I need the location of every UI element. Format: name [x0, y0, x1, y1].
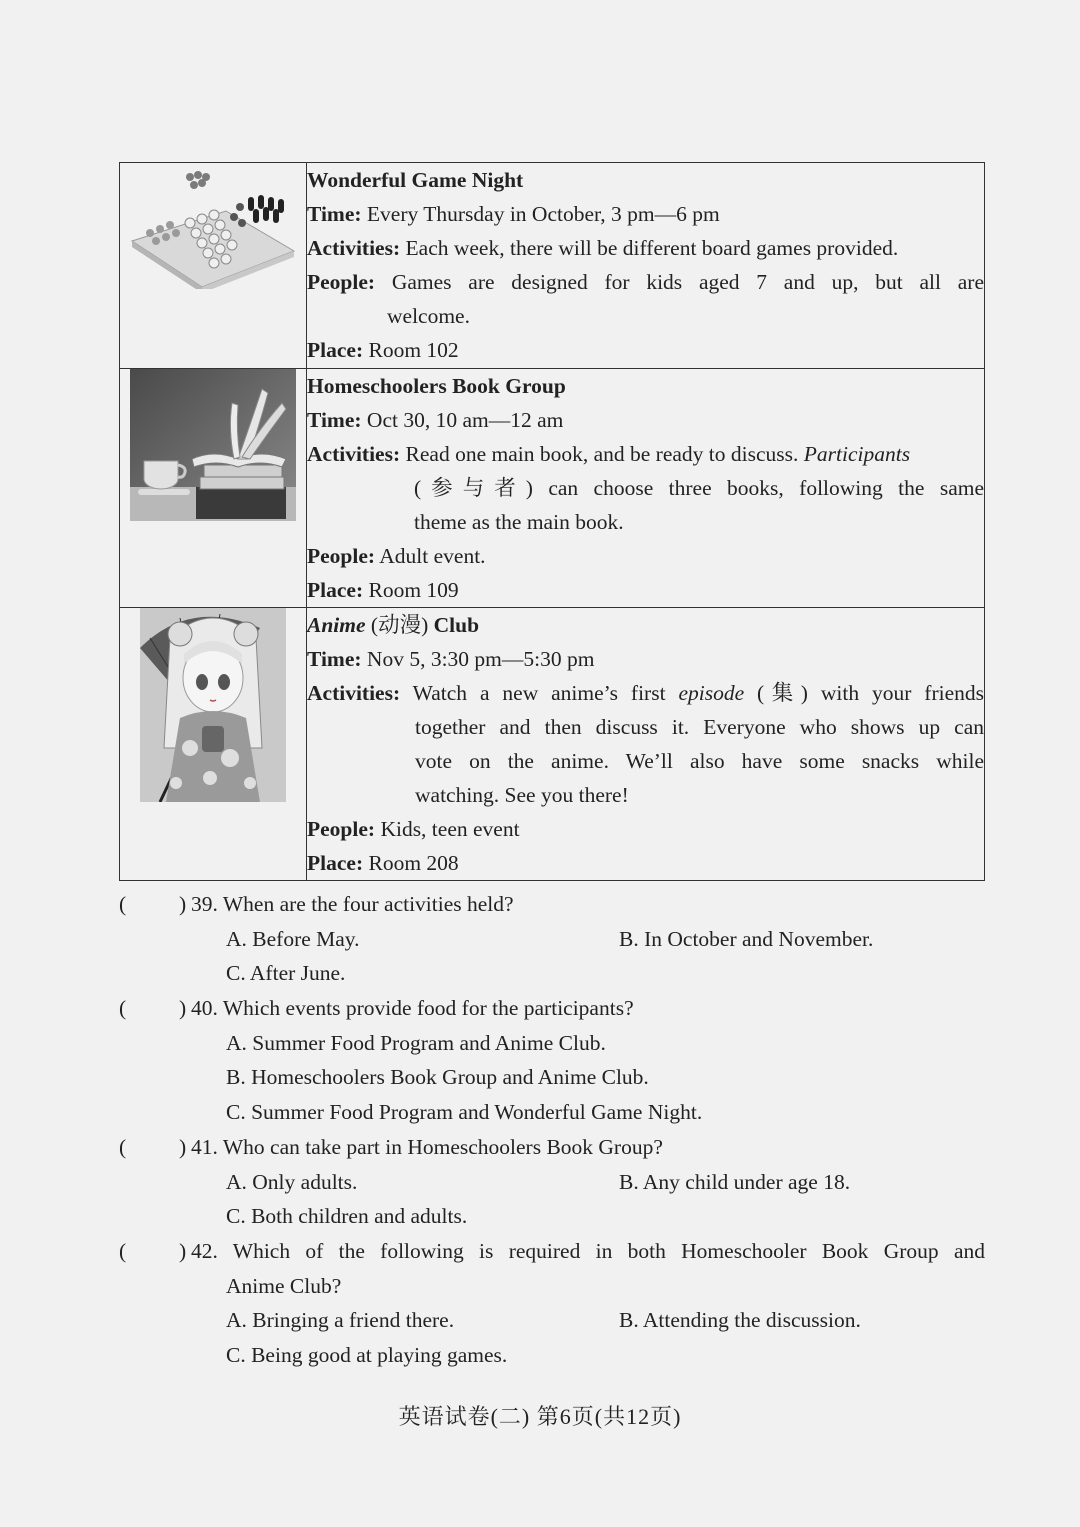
- answer-blank-open[interactable]: (: [119, 1238, 127, 1263]
- event-place: Place: Room 208: [307, 851, 459, 875]
- books-image: [130, 369, 296, 521]
- event-activities-cont: watching. See you there!: [415, 783, 629, 807]
- answer-blank-close: ): [179, 892, 187, 916]
- event-title: Wonderful Game Night: [307, 168, 524, 192]
- board-game-image: [130, 163, 296, 289]
- event-details: [307, 163, 985, 369]
- page-footer: 英语试卷(二) 第6页(共12页): [398, 1404, 682, 1429]
- answer-blank-open[interactable]: (: [119, 892, 127, 916]
- question-text: 41. Who can take part in Homeschoolers Book Group?: [191, 1134, 663, 1159]
- options-row: [119, 1165, 985, 1200]
- event-title: Homeschoolers Book Group: [307, 374, 566, 398]
- options-row: [119, 1095, 985, 1130]
- event-activities: Activities: Each week, there will be different board games provided.: [307, 236, 899, 260]
- event-details: [307, 608, 985, 881]
- answer-blank-open[interactable]: (: [119, 1134, 127, 1159]
- event-place: Place: Room 109: [307, 578, 459, 602]
- event-details: [307, 369, 985, 608]
- option-b: B. Any child under age 18.: [619, 1169, 851, 1194]
- event-row-game-night: [120, 163, 985, 369]
- options-row: [119, 956, 985, 991]
- answer-blank-close: ): [179, 1134, 187, 1159]
- question-text-cont: [119, 1269, 985, 1304]
- event-title: Anime (动漫) Club: [307, 613, 480, 637]
- options-row: [119, 1026, 985, 1061]
- options-row: [119, 1199, 985, 1234]
- question-40: [119, 991, 985, 1026]
- question-41: [119, 1130, 985, 1165]
- option-b: B. Homeschoolers Book Group and Anime Club.: [226, 1065, 649, 1090]
- answer-blank-open[interactable]: (: [119, 996, 127, 1021]
- anime-girl-image: [140, 608, 286, 802]
- event-image-cell: [120, 163, 307, 369]
- questions-section: [119, 887, 985, 1373]
- event-activities-cont: theme as the main book.: [414, 510, 624, 534]
- options-row: [119, 922, 985, 957]
- events-table: [119, 162, 985, 881]
- question-text: 40. Which events provide food for the participants?: [191, 996, 634, 1021]
- event-people: People: Kids, teen event: [307, 817, 520, 841]
- option-c: C. Being good at playing games.: [226, 1342, 508, 1367]
- option-c: C. Both children and adults.: [226, 1204, 468, 1229]
- question-text-line2: Anime Club?: [226, 1273, 342, 1298]
- option-a: A. Summer Food Program and Anime Club.: [226, 1030, 606, 1055]
- event-activities-cont: vote on the anime. We’ll also have some snacks while: [415, 749, 984, 773]
- answer-blank-close: ): [179, 996, 187, 1021]
- option-a: A. Before May.: [226, 926, 360, 951]
- option-b: B. In October and November.: [619, 926, 874, 951]
- question-42: [119, 1234, 985, 1269]
- event-activities: Activities: Read one main book, and be ready to discuss. Participants: [307, 442, 911, 466]
- event-time: Time: Every Thursday in October, 3 pm—6 pm: [307, 202, 720, 226]
- event-activities-cont: (参与者) can choose three books, following the same: [414, 476, 985, 500]
- options-row: [119, 1060, 985, 1095]
- event-activities: Activities: Watch a new anime’s first episode (集) with your friends: [307, 681, 984, 705]
- event-row-book-group: [120, 369, 985, 608]
- event-time: Time: Oct 30, 10 am—12 am: [307, 408, 564, 432]
- option-a: A. Bringing a friend there.: [226, 1308, 455, 1333]
- event-image-cell: [120, 608, 307, 881]
- question-text: 42. Which of the following is required in both Homeschooler Book Group and: [191, 1238, 985, 1263]
- options-row: [119, 1338, 985, 1373]
- event-people: People: Adult event.: [307, 544, 486, 568]
- options-row: [119, 1303, 985, 1338]
- option-c: C. After June.: [226, 961, 346, 986]
- event-image-cell: [120, 369, 307, 608]
- option-b: B. Attending the discussion.: [619, 1308, 861, 1333]
- event-place: Place: Room 102: [307, 338, 459, 362]
- event-people: People: Games are designed for kids aged 7 and up, but all are: [307, 270, 984, 294]
- event-row-anime-club: [120, 608, 985, 881]
- question-39: [119, 887, 985, 922]
- option-c: C. Summer Food Program and Wonderful Game Night.: [226, 1100, 703, 1125]
- question-text: 39. When are the four activities held?: [191, 892, 514, 916]
- option-a: A. Only adults.: [226, 1169, 358, 1194]
- answer-blank-close: ): [179, 1238, 187, 1263]
- event-people-cont: welcome.: [387, 304, 470, 328]
- event-time: Time: Nov 5, 3:30 pm—5:30 pm: [307, 647, 595, 671]
- event-activities-cont: together and then discuss it. Everyone who shows up can: [415, 715, 984, 739]
